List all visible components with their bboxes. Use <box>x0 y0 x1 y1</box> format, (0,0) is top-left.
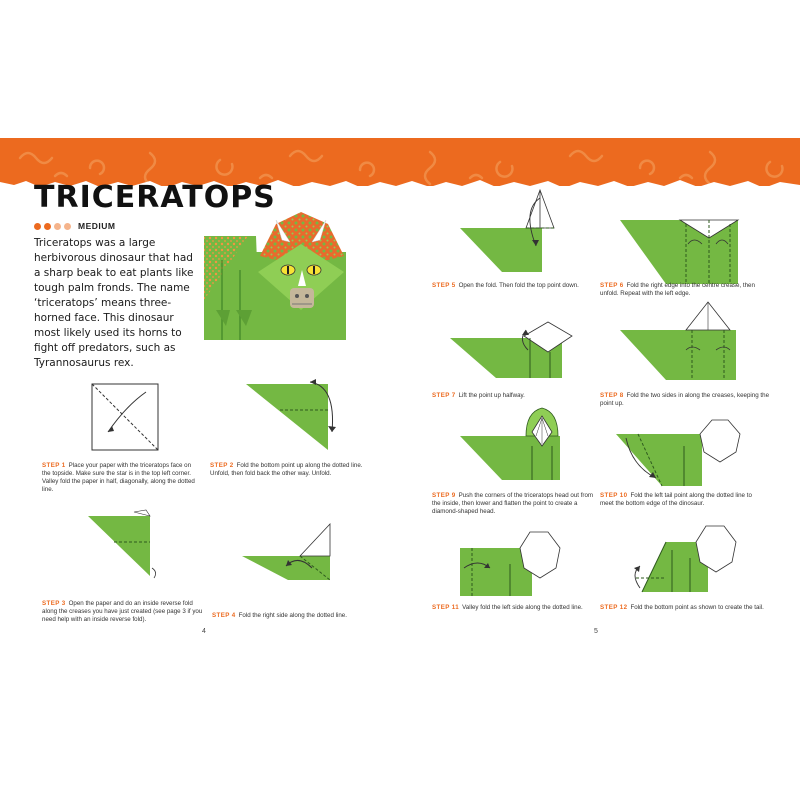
step-6-caption <box>600 282 770 298</box>
step-2-caption <box>210 462 370 478</box>
step-2-text: Fold the bottom point up along the dotted line. Unfold, then fold back the other way. Unfold. <box>210 462 363 477</box>
step-12-text: Fold the bottom point as shown to create the tail. <box>630 604 764 611</box>
step-11-diagram <box>456 528 566 600</box>
page-number-right: 5 <box>594 628 598 635</box>
step-4-diagram <box>238 524 338 582</box>
header-banner <box>0 138 800 186</box>
step-4-text: Fold the right side along the dotted line. <box>238 612 347 619</box>
step-1-diagram <box>90 382 160 452</box>
step-8-diagram <box>616 300 742 384</box>
difficulty-rating <box>34 220 115 232</box>
step-1-caption <box>42 462 197 494</box>
step-5-caption <box>432 282 597 290</box>
finished-triceratops-illustration <box>196 200 366 350</box>
step-11-caption <box>432 604 592 612</box>
step-7-text: Lift the point up halfway. <box>458 392 525 399</box>
page-title: TRICERATOPS <box>34 180 276 215</box>
step-11-label: STEP 11 <box>432 604 460 611</box>
step-6-label: STEP 6 <box>600 282 624 289</box>
step-7-caption <box>432 392 592 400</box>
step-9-diagram <box>456 406 566 486</box>
step-7-diagram <box>446 318 578 382</box>
step-10-label: STEP 10 <box>600 492 628 499</box>
step-3-diagram <box>84 506 164 582</box>
step-7-label: STEP 7 <box>432 392 456 399</box>
step-3-label: STEP 3 <box>42 600 66 607</box>
step-5-diagram <box>452 188 562 278</box>
step-9-text: Push the corners of the triceratops head out from the inside, then lower and flatten the point to create a diamond-shaped head. <box>432 492 594 515</box>
step-12-diagram <box>626 522 738 598</box>
page-number-left: 4 <box>202 628 206 635</box>
intro-paragraph: Triceratops was a large herbivorous dinosaur that had a sharp beak to eat plants like tough palm fronds. The name ‘triceratops’ means three-horned face. This dinosaur most likely used its horns to fight off predators, such as Tyrannosaurus rex. <box>34 237 194 369</box>
step-2-diagram <box>240 376 340 452</box>
step-5-text: Open the fold. Then fold the top point down. <box>458 282 579 289</box>
step-10-diagram <box>612 416 744 490</box>
step-8-label: STEP 8 <box>600 392 624 399</box>
step-8-caption <box>600 392 770 408</box>
step-10-caption <box>600 492 765 508</box>
step-1-label: STEP 1 <box>42 462 66 469</box>
step-9-label: STEP 9 <box>432 492 456 499</box>
difficulty-dot <box>34 223 41 230</box>
step-11-text: Valley fold the left side along the dotted line. <box>462 604 583 611</box>
difficulty-dot <box>64 223 71 230</box>
step-5-label: STEP 5 <box>432 282 456 289</box>
difficulty-dot <box>44 223 51 230</box>
step-4-label: STEP 4 <box>212 612 236 619</box>
step-6-text: Fold the right edge into the centre crease, then unfold. Repeat with the left edge. <box>600 282 755 297</box>
step-1-text: Place your paper with the triceratops face on the topside. Make sure the star is in the top left corner. Valley fold the paper in half, diagonally, along the dotted line. <box>42 462 195 493</box>
step-10-text: Fold the left tail point along the dotted line to meet the bottom edge of the dinosaur. <box>600 492 752 507</box>
step-12-label: STEP 12 <box>600 604 628 611</box>
difficulty-dot <box>54 223 61 230</box>
step-9-caption <box>432 492 594 516</box>
step-12-caption <box>600 604 765 612</box>
difficulty-label: MEDIUM <box>78 221 116 231</box>
step-4-caption <box>212 612 382 620</box>
step-6-diagram <box>616 214 742 288</box>
step-3-text: Open the paper and do an inside reverse fold along the creases you have just created (see page 3 if you need help with an inside reverse fold). <box>42 600 203 623</box>
step-8-text: Fold the two sides in along the creases, keeping the point up. <box>600 392 770 407</box>
step-2-label: STEP 2 <box>210 462 234 469</box>
step-3-caption <box>42 600 204 624</box>
